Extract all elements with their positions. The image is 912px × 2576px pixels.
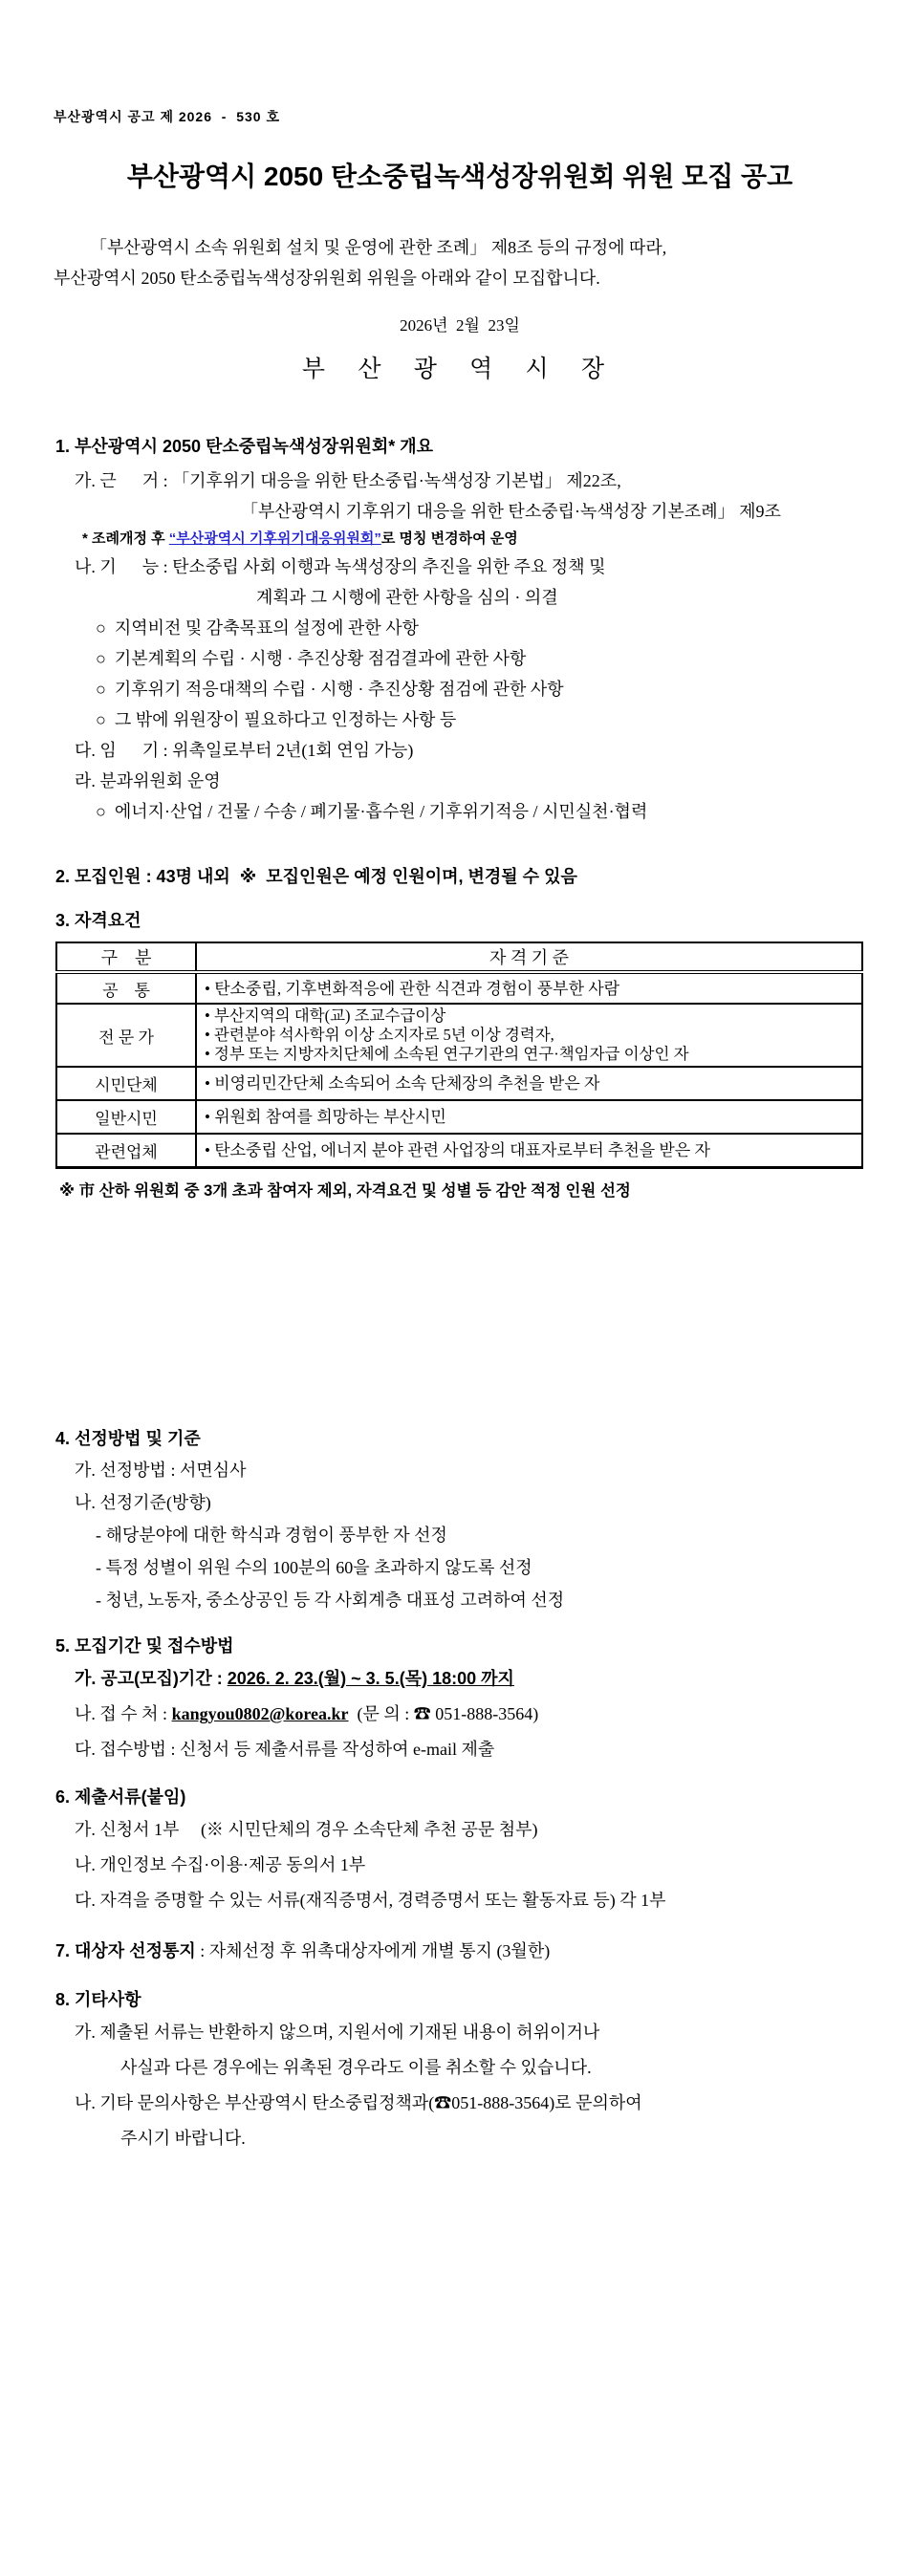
s4-dash-1: - 해당분야에 대한 학식과 경험이 풍부한 자 선정 <box>96 1526 447 1545</box>
row-category: 시민단체 <box>56 1067 196 1100</box>
s1-function-line-2: 계획과 그 시행에 관한 사항을 심의 · 의결 <box>256 588 558 607</box>
s5-period-line <box>75 1661 866 1697</box>
qualification-table <box>55 942 863 1169</box>
s1-term-line: 다. 임 기 : 위촉일로부터 2년(1회 연임 가능) <box>75 741 414 760</box>
table-row <box>56 1100 862 1134</box>
s8-item-na-line-2: 주시기 바랍니다. <box>120 2129 246 2148</box>
column-header-category: 구 분 <box>56 942 196 972</box>
s8-item-ga-line-1: 가. 제출된 서류는 반환하지 않으며, 지원서에 기재된 내용이 허위이거나 <box>75 2023 600 2042</box>
intro-line-2: 부산광역시 2050 탄소중립녹색성장위원회 위원을 아래와 같이 모집합니다. <box>54 269 600 288</box>
section-4-heading: 4. 선정방법 및 기준 <box>55 1429 201 1448</box>
s1-basis-line-2: 「부산광역시 기후위기 대응을 위한 탄소중립·녹색성장 기본조례」 제9조 <box>241 502 781 521</box>
column-header-criteria: 자 격 기 준 <box>196 942 862 972</box>
section-6-heading: 6. 제출서류(붙임) <box>55 1787 186 1807</box>
s1-bullet-1: ○ 지역비전 및 감축목표의 설정에 관한 사항 <box>96 618 419 638</box>
section-6-body <box>54 1812 866 1918</box>
table-row <box>56 972 862 1004</box>
s4-dash-2: - 특정 성별이 위원 수의 100분의 60을 초과하지 않도록 선정 <box>96 1558 532 1577</box>
section-8-body <box>54 2015 866 2156</box>
s4-method-line: 가. 선정방법 : 서면심사 <box>75 1461 247 1480</box>
page-title: 부산광역시 2050 탄소중립녹색성장위원회 위원 모집 공고 <box>126 162 793 191</box>
section-2-heading: 2. 모집인원 : 43명 내외 ※ 모집인원은 예정 인원이며, 변경될 수 있음 <box>55 867 577 886</box>
row-criteria: • 비영리민간단체 소속되어 소속 단체장의 추천을 받은 자 <box>205 1074 600 1093</box>
s7-text: : 자체선정 후 위촉대상자에게 개별 통지 (3월한) <box>195 1941 551 1960</box>
row-category: 일반시민 <box>56 1100 196 1134</box>
s4-dash-3: - 청년, 노동자, 중소상공인 등 각 사회계층 대표성 고려하여 선정 <box>96 1591 565 1610</box>
intro-line-1: 「부산광역시 소속 위원회 설치 및 운영에 관한 조례」 제8조 등의 규정에 따라, <box>90 238 667 257</box>
table-row <box>56 1067 862 1100</box>
s6-doc-2: 나. 개인정보 수집·이용·제공 동의서 1부 <box>75 1855 366 1874</box>
section-1-body <box>54 465 866 827</box>
s6-doc-3: 다. 자격을 증명할 수 있는 서류(재직증명서, 경력증명서 또는 활동자료 등) 각 1부 <box>75 1891 666 1910</box>
row-criteria: • 탄소중립, 기후변화적응에 관한 식견과 경험이 풍부한 사람 <box>205 979 620 998</box>
s1-function-line-1: 나. 기 능 : 탄소중립 사회 이행과 녹색성장의 추진을 위한 주요 정책 및 <box>75 557 606 576</box>
notice-number: 부산광역시 공고 제 2026 - 530 호 <box>54 109 280 124</box>
signer-title: 부 산 광 역 시 장 <box>301 357 619 382</box>
s1-subcommittee-line: 라. 분과위원회 운영 <box>75 771 221 790</box>
announcement-date: 2026년 2월 23일 <box>400 316 520 335</box>
row-criteria: • 부산지역의 대학(교) 조교수급이상 <box>205 1007 446 1025</box>
row-criteria: • 위원회 참여를 희망하는 부산시민 <box>205 1108 446 1126</box>
s5-address-line <box>75 1697 866 1732</box>
section-5-body <box>54 1661 866 1767</box>
s5-howto-line: 다. 접수방법 : 신청서 등 제출서류를 작성하여 e-mail 제출 <box>75 1740 495 1759</box>
s1-ordinance-note <box>82 527 866 552</box>
s5-address-label: 나. 접 수 처 : <box>75 1704 172 1723</box>
s1-bullet-4: ○ 그 밖에 위원장이 필요하다고 인정하는 사항 등 <box>96 710 457 729</box>
row-category: 공 통 <box>56 972 196 1004</box>
s1-note-suffix: 로 명칭 변경하여 운영 <box>380 530 518 547</box>
s1-bullet-3: ○ 기후위기 적응대책의 수립 · 시행 · 추진상황 점검에 관한 사항 <box>96 680 564 699</box>
s5-phone-inquiry: (문 의 : ☎ 051-888-3564) <box>348 1704 539 1723</box>
s1-bullet-2: ○ 기본계획의 수립 · 시행 · 추진상황 점검결과에 관한 사항 <box>96 649 527 668</box>
s4-criteria-line: 나. 선정기준(방향) <box>75 1493 211 1512</box>
s1-note-prefix: * 조례개정 후 <box>82 530 169 547</box>
table-row <box>56 1004 862 1067</box>
s8-item-ga-line-2: 사실과 다른 경우에는 위촉된 경우라도 이를 취소할 수 있습니다. <box>120 2058 592 2077</box>
row-criteria: • 탄소중립 산업, 에너지 분야 관련 사업장의 대표자로부터 추천을 받은 자 <box>205 1141 710 1159</box>
row-criteria: • 관련분야 석사학위 이상 소지자로 5년 이상 경력자, <box>205 1026 554 1044</box>
s1-subcommittee-bullet: ○ 에너지·산업 / 건물 / 수송 / 폐기물·흡수원 / 기후위기적응 / 시민실천·협력 <box>96 802 648 821</box>
section-4-body <box>54 1454 866 1616</box>
s7-label: 7. 대상자 선정통지 <box>55 1941 196 1960</box>
section-7-heading <box>55 1939 866 1962</box>
section-1-heading: 1. 부산광역시 2050 탄소중립녹색성장위원회* 개요 <box>55 437 434 456</box>
email-link[interactable]: kangyou0802@korea.kr <box>171 1704 349 1723</box>
section-8-heading: 8. 기타사항 <box>55 1990 141 2009</box>
row-criteria: • 정부 또는 지방자치단체에 소속된 연구기관의 연구·책임자급 이상인 자 <box>205 1045 689 1063</box>
table-footnote: ※ 市 산하 위원회 중 3개 초과 참여자 제외, 자격요건 및 성별 등 감안 적정 인원 선정 <box>59 1182 631 1200</box>
row-category: 관련업체 <box>56 1134 196 1168</box>
section-5-heading: 5. 모집기간 및 접수방법 <box>55 1636 234 1656</box>
table-row <box>56 1134 862 1168</box>
row-category: 전 문 가 <box>56 1004 196 1067</box>
table-header-row <box>56 942 862 972</box>
intro-paragraph <box>54 232 866 293</box>
s5-period-label: 가. 공고(모집)기간 : <box>75 1669 228 1688</box>
s6-doc-1: 가. 신청서 1부 (※ 시민단체의 경우 소속단체 추천 공문 첨부) <box>75 1820 538 1839</box>
section-3-heading: 3. 자격요건 <box>55 911 141 930</box>
s1-note-committee-name: “부산광역시 기후위기대응위원회” <box>168 530 381 547</box>
s5-period-value: 2026. 2. 23.(월) ~ 3. 5.(목) 18:00 까지 <box>227 1669 514 1688</box>
s1-basis-line-1: 가. 근 거 : 「기후위기 대응을 위한 탄소중립·녹색성장 기본법」 제22조, <box>75 471 621 490</box>
s8-item-na-line-1: 나. 기타 문의사항은 부산광역시 탄소중립정책과(☎051-888-3564)로 문의하여 <box>75 2093 642 2112</box>
